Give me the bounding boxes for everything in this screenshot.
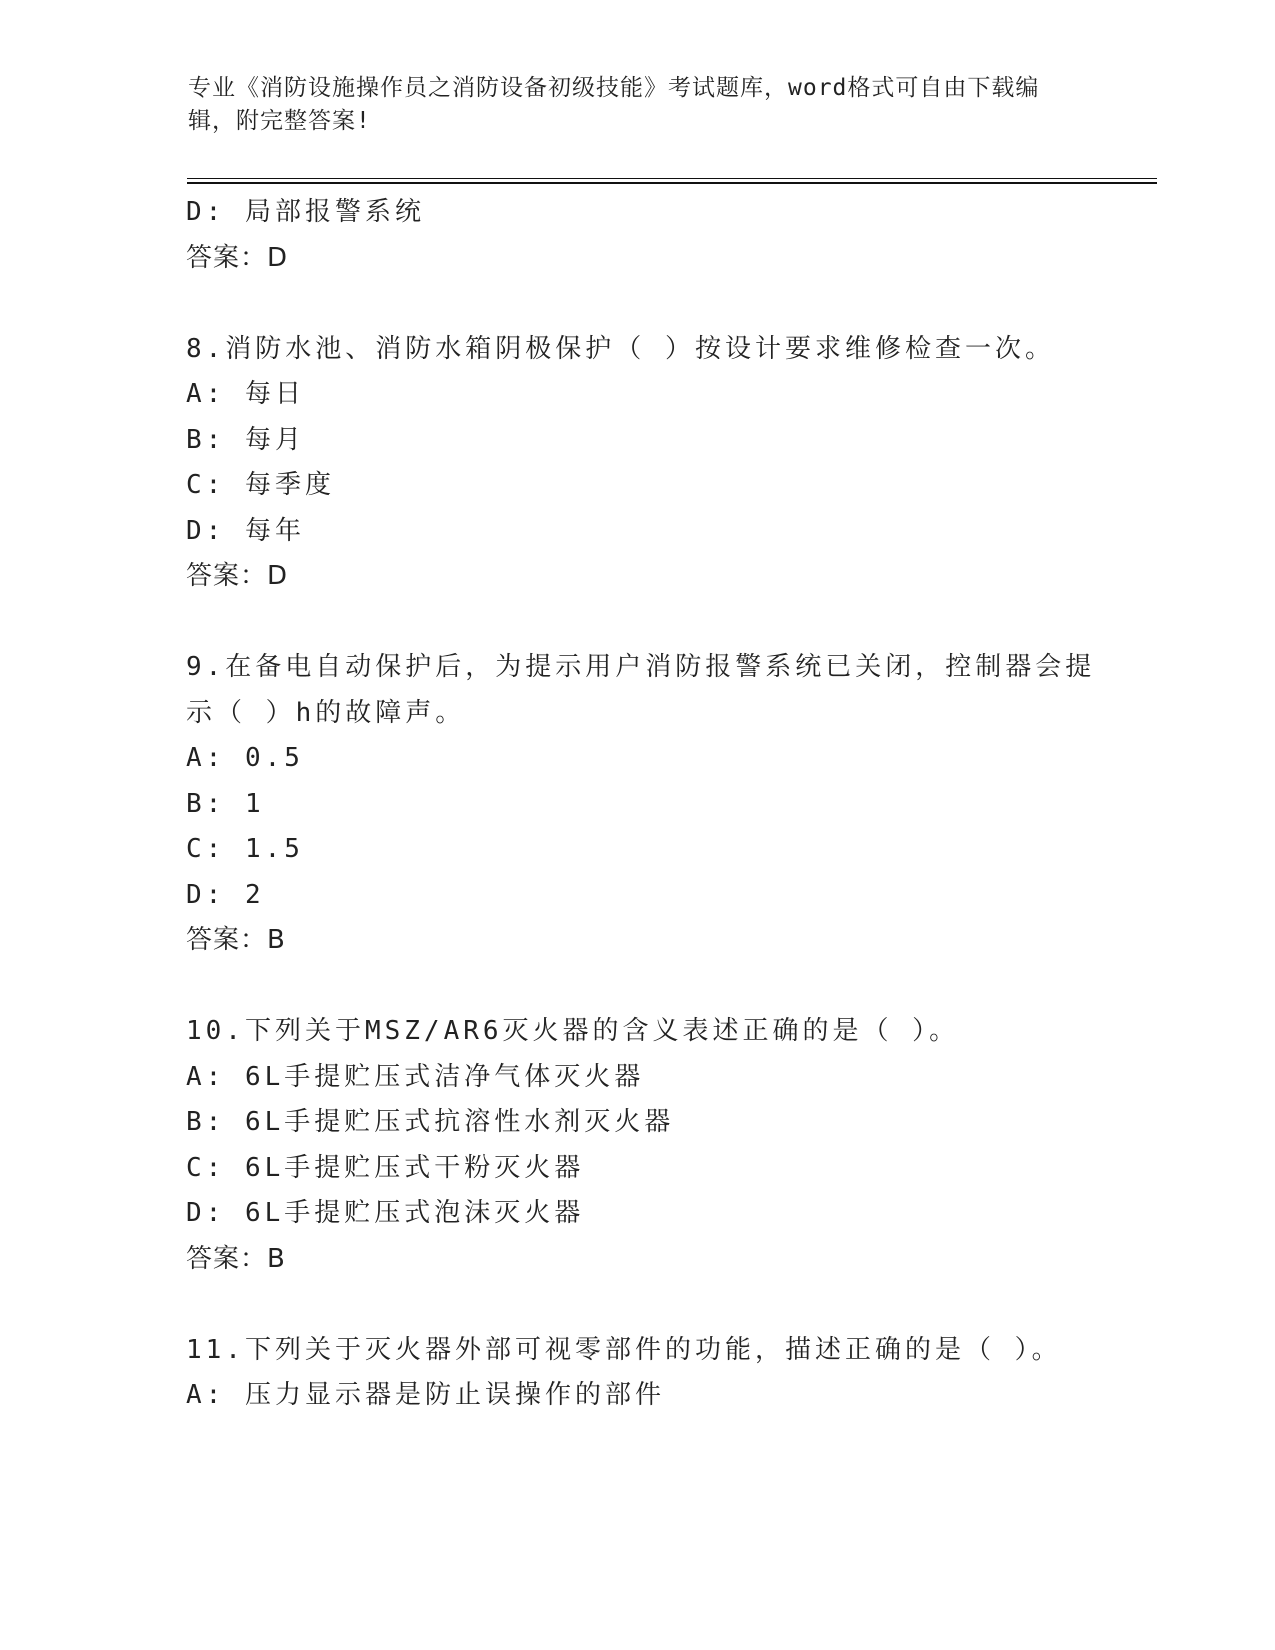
document-header [188,72,1088,138]
option-d: D: 6L手提贮压式泡沫灭火器 [186,1198,585,1228]
option-c: C: 每季度 [186,470,335,500]
option-d: D: 2 [186,879,265,910]
question-10 [186,1009,1146,1282]
question-stem-continued: 示（ ）h的故障声。 [186,697,466,728]
question-stem: 11.下列关于灭火器外部可视零部件的功能，描述正确的是（ ）。 [186,1334,1062,1365]
question-stem: 8.消防水池、消防水箱阴极保护（ ）按设计要求维修检查一次。 [186,333,1055,364]
option-a: A: 6L手提贮压式洁净气体灭火器 [186,1061,645,1092]
option-b: B: 6L手提贮压式抗溶性水剂灭火器 [186,1107,675,1137]
question-stem: 10.下列关于MSZ/AR6灭火器的含义表述正确的是（ ）。 [186,1016,960,1046]
option-d: D: 每年 [186,515,305,546]
option-c: C: 1.5 [186,834,304,864]
answer-line: 答案：B [186,925,286,955]
option-a: A: 0.5 [186,743,304,773]
question-stem: 9.在备电自动保护后，为提示用户消防报警系统已关闭，控制器会提 [186,652,1096,682]
question-11 [186,1328,1146,1419]
header-divider-thick [187,182,1157,184]
header-line-2: 辑，附完整答案! [188,108,371,134]
option-a: A: 每日 [186,379,305,409]
header-line-1: 专业《消防设施操作员之消防设备初级技能》考试题库，word格式可自由下载编 [188,75,1040,101]
answer-line: 答案：D [186,561,289,591]
option-d: D: 局部报警系统 [186,197,425,227]
option-a: A: 压力显示器是防止误操作的部件 [186,1380,665,1410]
question-8 [186,327,1146,600]
answer-line: 答案：D [186,242,289,273]
header-divider-thin [187,178,1157,179]
option-b: B: 1 [186,788,265,819]
option-b: B: 每月 [186,424,305,455]
question-9 [186,645,1146,964]
answer-line: 答案：B [186,1243,286,1274]
question-list [186,190,1146,1419]
option-c: C: 6L手提贮压式干粉灭火器 [186,1152,585,1183]
